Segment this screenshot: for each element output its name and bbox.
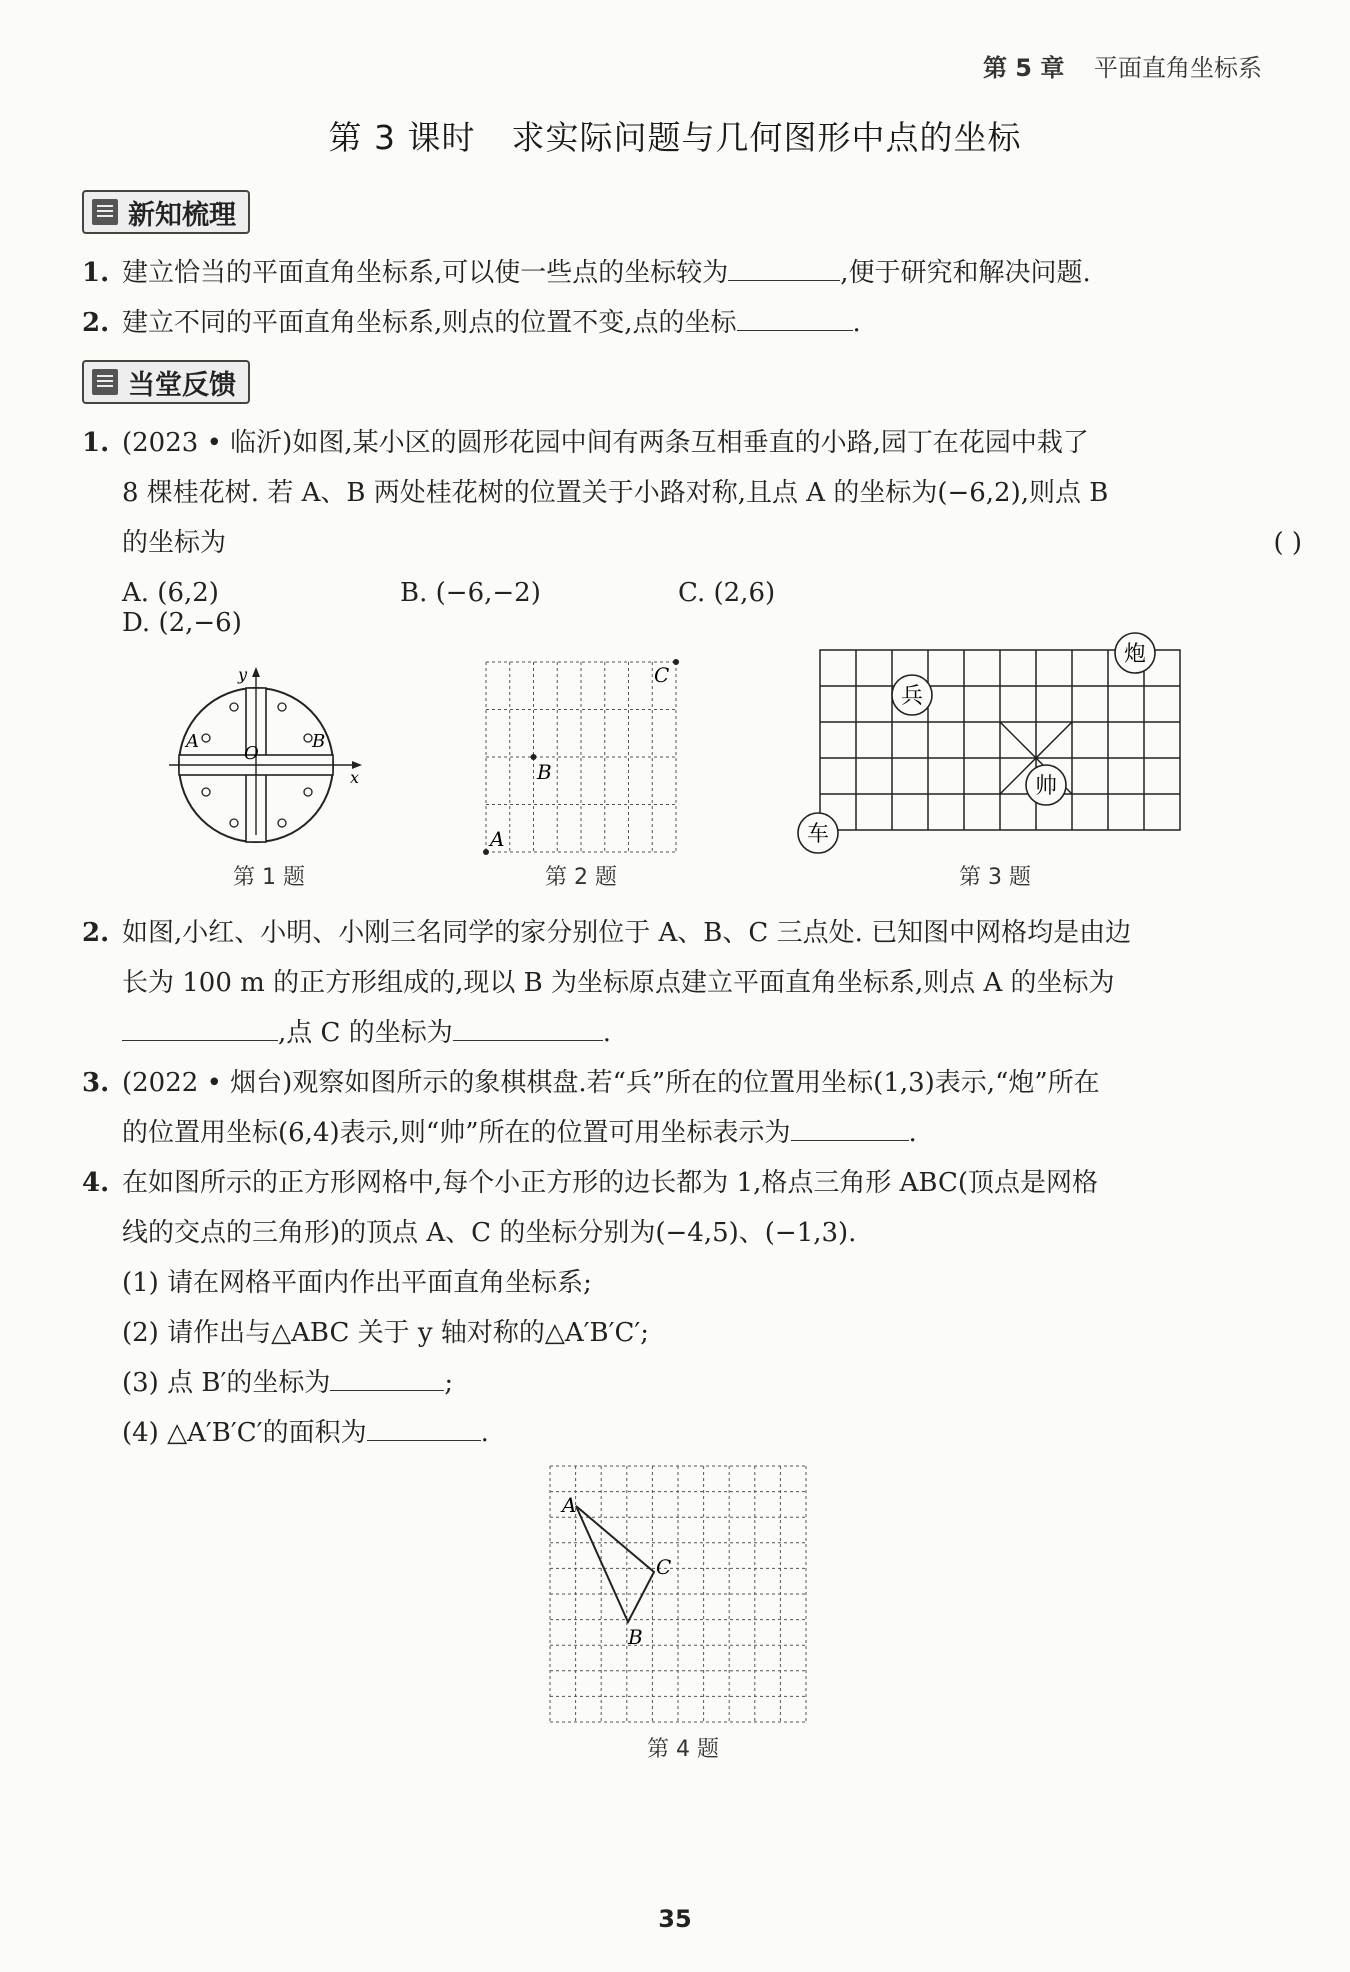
q3-text-end: . (908, 1118, 917, 1148)
q2-line-2: 长为 100 m 的正方形组成的,现以 B 为坐标原点建立平面直角坐标系,则点 A 的坐标为 (122, 968, 1115, 998)
q4-sub-3 (82, 1364, 1302, 1402)
question-number: 2. (82, 918, 110, 948)
q1-line-3 (82, 524, 1302, 562)
item-text: 建立恰当的平面直角坐标系,可以使一些点的坐标较为 (122, 258, 729, 288)
answer-blank[interactable] (367, 1414, 481, 1441)
answer-blank[interactable] (728, 254, 840, 281)
origin-label: O (244, 743, 259, 764)
section-label: 当堂反馈 (128, 369, 236, 401)
q3-text-2: 的位置用坐标(6,4)表示,则“帅”所在的位置可用坐标表示为 (122, 1118, 791, 1148)
book-icon (92, 199, 118, 225)
option-b[interactable]: B. (−6,−2) (400, 578, 541, 608)
x-axis-label: x (350, 768, 360, 787)
q2-text-end: . (602, 1018, 611, 1048)
option-d[interactable]: D. (2,−6) (122, 608, 242, 638)
option-a[interactable]: A. (6,2) (122, 578, 219, 608)
lesson-number: 第 3 课时 (328, 118, 476, 157)
pao-label: 炮 (1123, 642, 1147, 667)
lesson-topic: 求实际问题与几何图形中点的坐标 (511, 118, 1022, 157)
question-number: 4. (82, 1168, 110, 1198)
section-new-knowledge (82, 190, 250, 234)
point-b-label: B (312, 731, 326, 752)
q3-line-2 (82, 1114, 1302, 1152)
knowledge-item-1 (82, 254, 1262, 292)
pen-icon (92, 369, 118, 395)
q4-sub4-text: (4) △A′B′C′的面积为 (122, 1418, 367, 1448)
answer-blank-c[interactable] (453, 1014, 603, 1041)
section-label: 新知梳理 (128, 199, 236, 231)
q4-line-1 (82, 1164, 1262, 1202)
question-number: 3. (82, 1068, 110, 1098)
figure-1-garden (164, 655, 374, 855)
answer-blank-a[interactable] (122, 1014, 278, 1041)
figure-3-chessboard (790, 628, 1190, 860)
lesson-title (0, 112, 1350, 159)
item-text-end: . (852, 308, 861, 338)
bing-label: 兵 (900, 684, 924, 709)
item-text-end: ,便于研究和解决问题. (840, 258, 1091, 288)
figure-4-grid (546, 1462, 816, 1726)
point-b-label: B (628, 1625, 643, 1649)
answer-blank[interactable] (330, 1364, 444, 1391)
point-c-label: C (654, 663, 670, 687)
q1-line-2: 8 棵桂花树. 若 A、B 两处桂花树的位置关于小路对称,且点 A 的坐标为(−6,2),则点 B (122, 478, 1109, 508)
q4-text: 在如图所示的正方形网格中,每个小正方形的边长都为 1,格点三角形 ABC(顶点是网格 (122, 1168, 1099, 1198)
q2-text: 如图,小红、小明、小刚三名同学的家分别位于 A、B、C 三点处. 已知图中网格均是由边 (122, 918, 1132, 948)
q4-sub3-end: ; (444, 1368, 454, 1398)
q3-text: (2022 • 烟台)观察如图所示的象棋棋盘.若“兵”所在的位置用坐标(1,3)表示,“炮”所在 (122, 1068, 1100, 1098)
q4-line-2: 线的交点的三角形)的顶点 A、C 的坐标分别为(−4,5)、(−1,3). (122, 1218, 857, 1248)
point-b-label: B (537, 760, 552, 784)
item-number: 2. (82, 308, 110, 338)
q1-text: (2023 • 临沂)如图,某小区的圆形花园中间有两条互相垂直的小路,园丁在花园中栽了 (122, 428, 1089, 458)
q2-text-mid: ,点 C 的坐标为 (278, 1018, 453, 1048)
answer-paren[interactable]: ( ) (1273, 528, 1302, 558)
q2-line-1 (82, 914, 1262, 952)
item-text: 建立不同的平面直角坐标系,则点的位置不变,点的坐标 (122, 308, 737, 338)
chapter-number: 第 5 章 (982, 54, 1065, 82)
point-a-label: A (562, 1493, 577, 1517)
point-a-label: A (490, 827, 505, 851)
q4-sub4-end: . (480, 1418, 489, 1448)
q4-sub-2: (2) 请作出与△ABC 关于 y 轴对称的△A′B′C′; (122, 1318, 650, 1348)
che-label: 车 (806, 822, 830, 847)
point-c-label: C (656, 1555, 672, 1579)
question-number: 1. (82, 428, 110, 458)
y-axis-label: y (238, 665, 248, 684)
q1-text-3: 的坐标为 (122, 528, 227, 558)
answer-blank[interactable] (791, 1114, 909, 1141)
figure-2-grid (476, 652, 686, 862)
section-feedback (82, 360, 250, 404)
figure-3-caption: 第 3 题 (959, 865, 1031, 890)
figure-1-caption: 第 1 题 (233, 865, 305, 890)
q2-line-3 (82, 1014, 1302, 1052)
q1-line-1 (82, 424, 1262, 462)
q3-line-1 (82, 1064, 1262, 1102)
point-a-label: A (186, 731, 199, 752)
figure-4-caption: 第 4 题 (647, 1737, 719, 1762)
knowledge-item-2 (82, 304, 1262, 342)
chapter-title: 平面直角坐标系 (1094, 54, 1262, 82)
figure-2-caption: 第 2 题 (545, 865, 617, 890)
q4-sub3-text: (3) 点 B′的坐标为 (122, 1368, 331, 1398)
page-header (983, 48, 1262, 83)
item-number: 1. (82, 258, 110, 288)
page-number: 35 (658, 1905, 692, 1933)
q4-sub-4 (82, 1414, 1302, 1452)
answer-blank[interactable] (737, 304, 853, 331)
option-c[interactable]: C. (2,6) (678, 578, 776, 608)
q4-sub-1: (1) 请在网格平面内作出平面直角坐标系; (122, 1268, 592, 1298)
shuai-label: 帅 (1034, 774, 1058, 799)
